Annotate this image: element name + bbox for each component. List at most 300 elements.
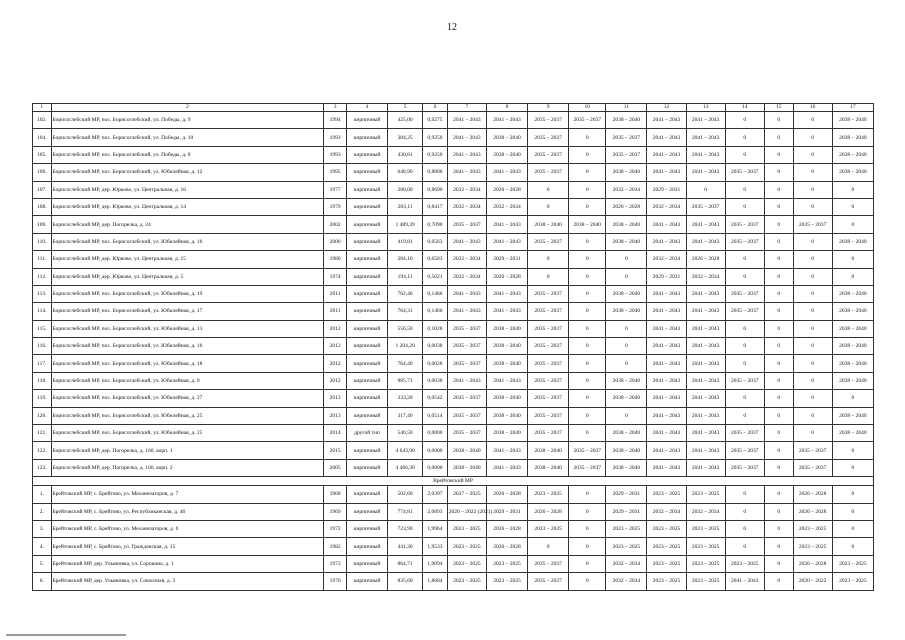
table-cell: 2038 – 2040 xyxy=(606,112,647,129)
header-row xyxy=(33,104,874,112)
table-cell: 0 xyxy=(569,251,606,268)
table-cell: кирпичный xyxy=(346,442,387,459)
table-cell: 2023 – 2025 xyxy=(606,520,647,537)
table-cell: 2035 – 2037 xyxy=(725,164,764,181)
table-cell: 2013 xyxy=(324,390,347,407)
table-cell: 2041 – 2043 xyxy=(686,390,725,407)
table-cell: 0 xyxy=(569,555,606,572)
table-cell: 2035 – 2037 xyxy=(447,355,486,372)
table-cell: 0 xyxy=(832,486,873,503)
table-cell: 2029 – 2031 xyxy=(647,268,686,285)
table-cell: 14 xyxy=(725,104,764,112)
table-cell: 2041 – 2043 xyxy=(647,442,686,459)
table-cell: 0,0514 xyxy=(423,407,448,424)
address-cell: Борисоглебский МР, пос. Борисоглебский, ул. Юбилейная, д. 16 xyxy=(51,233,324,250)
address-cell: Борисоглебский МР, дер. Юрково, ул. Центральная, д. 16 xyxy=(51,181,324,198)
table-cell: 2041 – 2043 xyxy=(447,164,486,181)
table-row xyxy=(33,355,874,372)
table-cell: 0 xyxy=(528,268,569,285)
table-cell: 0 xyxy=(764,164,793,181)
table-cell: 2023 – 2025 xyxy=(486,555,527,572)
table-cell: 2041 – 2043 xyxy=(647,320,686,337)
table-cell: 0 xyxy=(764,216,793,233)
table-cell: 2038 – 2040 xyxy=(832,112,873,129)
table-cell: 2026 – 2028 xyxy=(793,486,832,503)
table-cell: 0 xyxy=(793,320,832,337)
table-cell: 2035 – 2037 xyxy=(528,573,569,590)
table-cell: 2032 – 2034 xyxy=(447,198,486,215)
table-cell: 2023 – 2025 xyxy=(725,555,764,572)
table-cell: 2041 – 2043 xyxy=(686,112,725,129)
table-cell: 2035 – 2037 xyxy=(528,355,569,372)
table-cell: 0 xyxy=(686,181,725,198)
table-cell: 2038 – 2040 xyxy=(606,372,647,389)
table-cell: 2035 – 2037 xyxy=(725,442,764,459)
table-cell: 12 xyxy=(647,104,686,112)
table-cell: 0 xyxy=(793,372,832,389)
table-cell: 2023 – 2025 xyxy=(647,573,686,590)
table-cell: 2041 – 2043 xyxy=(486,164,527,181)
table-row xyxy=(33,251,874,268)
table-cell: 11 xyxy=(606,104,647,112)
table-cell: кирпичный xyxy=(346,198,387,215)
table-cell: 0 xyxy=(528,251,569,268)
table-cell: 2035 – 2037 xyxy=(725,285,764,302)
table-cell: 2041 – 2043 xyxy=(686,372,725,389)
table-cell: 2041 – 2043 xyxy=(647,146,686,163)
table-cell: 2035 – 2037 xyxy=(725,425,764,442)
table-cell: 0 xyxy=(725,129,764,146)
table-cell: 2035 – 2037 xyxy=(725,303,764,320)
table-cell: 2023 – 2025 xyxy=(686,573,725,590)
table-cell: 0 xyxy=(606,407,647,424)
table-cell: 0 xyxy=(764,390,793,407)
row-number-cell: 3. xyxy=(33,520,52,537)
table-cell: 0 xyxy=(569,129,606,146)
table-cell: 2,0893 xyxy=(423,503,448,520)
table-cell: 648,90 xyxy=(388,164,423,181)
table-cell: 723,90 xyxy=(388,520,423,537)
table-cell: 2041 – 2043 xyxy=(686,407,725,424)
table-cell: 2020 – 2022 xyxy=(793,573,832,590)
address-cell: Борисоглебский МР, пос. Борисоглебский, ул. Юбилейная, д. 17 xyxy=(51,303,324,320)
table-cell: 2023 – 2025 xyxy=(832,573,873,590)
address-cell: Борисоглебский МР, дер. Погорелка, д. 24 xyxy=(51,216,324,233)
table-cell: 2038 – 2040 xyxy=(606,216,647,233)
table-cell: 2020 – 2022 (2021) xyxy=(447,503,486,520)
table-cell: кирпичный xyxy=(346,407,387,424)
table-cell: 0 xyxy=(725,407,764,424)
table-cell: 2041 – 2043 xyxy=(647,372,686,389)
row-number-cell: 112. xyxy=(33,268,52,285)
table-cell: 0 xyxy=(793,338,832,355)
table-cell: 2032 – 2034 xyxy=(647,251,686,268)
table-cell: 0,8806 xyxy=(423,164,448,181)
table-cell: кирпичный xyxy=(346,459,387,476)
table-cell: 2023 – 2025 xyxy=(686,538,725,555)
table-cell: 0 xyxy=(764,573,793,590)
table-cell: 0 xyxy=(569,146,606,163)
table-cell: 0 xyxy=(725,338,764,355)
table-cell: 2023 – 2025 xyxy=(447,573,486,590)
table-cell: 2038 – 2040 xyxy=(486,338,527,355)
table-cell: 774,81 xyxy=(388,503,423,520)
table-row xyxy=(33,233,874,250)
table-cell: 0 xyxy=(793,390,832,407)
table-cell: 0 xyxy=(569,303,606,320)
table-cell: 2023 – 2025 xyxy=(447,538,486,555)
table-cell: 0 xyxy=(725,112,764,129)
table-cell: 0 xyxy=(764,233,793,250)
row-number-cell: 102. xyxy=(33,112,52,129)
table-cell: 0 xyxy=(725,520,764,537)
table-cell: 0 xyxy=(528,538,569,555)
table-cell: 0 xyxy=(832,216,873,233)
table-cell: 502,60 xyxy=(388,486,423,503)
row-number-cell: 5. xyxy=(33,555,52,572)
table-cell: 0 xyxy=(793,198,832,215)
table-cell: кирпичный xyxy=(346,164,387,181)
table-cell: 0 xyxy=(764,146,793,163)
table-cell: 2023 – 2025 xyxy=(447,555,486,572)
table-cell: 2038 – 2040 xyxy=(528,442,569,459)
address-cell: Борисоглебский МР, пос. Борисоглебский, ул. Победы, д. 10 xyxy=(51,129,324,146)
table-cell: 2038 – 2040 xyxy=(486,129,527,146)
table-cell: 0 xyxy=(764,268,793,285)
table-cell: 2041 – 2043 xyxy=(686,216,725,233)
table-cell: 2032 – 2034 xyxy=(447,251,486,268)
address-cell: Борисоглебский МР, дер. Погорелка, д. 160, корп. 2 xyxy=(51,459,324,476)
table-row xyxy=(33,538,874,555)
table-row xyxy=(33,112,874,129)
table-cell: 2041 – 2043 xyxy=(686,459,725,476)
table-cell: 3 xyxy=(324,104,347,112)
address-cell: Борисоглебский МР, пос. Борисоглебский, ул. Юбилейная, д. 25 xyxy=(51,407,324,424)
table-cell: 2035 – 2037 xyxy=(528,372,569,389)
table-row xyxy=(33,146,874,163)
row-number-cell: 1 xyxy=(33,104,52,112)
table-cell: кирпичный xyxy=(346,555,387,572)
row-number-cell: 4. xyxy=(33,538,52,555)
table-cell: 2038 – 2040 xyxy=(606,459,647,476)
table-cell: 0 xyxy=(793,112,832,129)
table-cell: 17 xyxy=(832,104,873,112)
table-cell: 0 xyxy=(832,268,873,285)
table-cell: 2041 – 2043 xyxy=(647,390,686,407)
section-row xyxy=(33,477,874,486)
table-cell: 4 xyxy=(346,104,387,112)
table-cell: 0 xyxy=(793,425,832,442)
table-cell: 2002 xyxy=(324,216,347,233)
table-cell: кирпичный xyxy=(346,216,387,233)
table-cell: 0 xyxy=(764,251,793,268)
table-cell: 2023 – 2025 xyxy=(486,573,527,590)
table-cell: 0 xyxy=(793,233,832,250)
table-cell: 0 xyxy=(725,390,764,407)
table-cell: 2035 – 2037 xyxy=(569,442,606,459)
table-cell: 2035 – 2037 xyxy=(793,459,832,476)
table-cell: 2023 – 2025 xyxy=(606,538,647,555)
row-number-cell: 116. xyxy=(33,338,52,355)
table-cell: 0 xyxy=(832,520,873,537)
table-cell: 0 xyxy=(569,390,606,407)
table-cell: 2035 – 2037 xyxy=(606,146,647,163)
table-cell: 556,50 xyxy=(388,320,423,337)
address-cell: Борисоглебский МР, пос. Борисоглебский, ул. Юбилейная, д. 25 xyxy=(51,425,324,442)
table-cell: 0,0000 xyxy=(423,442,448,459)
table-cell: 0 xyxy=(764,555,793,572)
table-cell: 2035 – 2037 xyxy=(569,459,606,476)
table-cell: 0 xyxy=(569,285,606,302)
table-cell: 2032 – 2034 xyxy=(606,555,647,572)
table-cell: 2035 – 2037 xyxy=(528,129,569,146)
table-cell: 835,60 xyxy=(388,573,423,590)
table-cell: 2032 – 2034 xyxy=(447,268,486,285)
table-cell: 2035 – 2037 xyxy=(725,459,764,476)
table-cell: 0 xyxy=(793,407,832,424)
table-cell: 2023 – 2025 xyxy=(647,486,686,503)
table-cell: 0 xyxy=(793,181,832,198)
table-cell: 2041 – 2043 xyxy=(647,233,686,250)
table-cell: 2035 – 2037 xyxy=(528,112,569,129)
row-number-cell: 108. xyxy=(33,198,52,215)
table-cell: кирпичный xyxy=(346,355,387,372)
table-cell: 0 xyxy=(764,303,793,320)
row-number-cell: 114. xyxy=(33,303,52,320)
address-cell: Брейтовский МР, дер. Ульяновка, ул. Совхозная, д. 3 xyxy=(51,573,324,590)
table-cell: 0,0038 xyxy=(423,338,448,355)
table-cell: 0 xyxy=(569,233,606,250)
table-cell: 2038 – 2040 xyxy=(528,216,569,233)
table-cell: 2035 – 2037 xyxy=(447,338,486,355)
table-cell: 0 xyxy=(793,146,832,163)
table-cell: 1993 xyxy=(324,146,347,163)
section-title: Врейтовский МР xyxy=(33,477,874,486)
table-cell: 0 xyxy=(606,268,647,285)
table-cell: 0 xyxy=(764,538,793,555)
table-cell: 2023 – 2025 xyxy=(686,520,725,537)
table-cell: 8 xyxy=(486,104,527,112)
table-cell: 2035 – 2037 xyxy=(447,216,486,233)
table-cell: 2041 – 2043 xyxy=(647,407,686,424)
table-cell: 2038 – 2040 xyxy=(569,216,606,233)
table-cell: 2038 – 2040 xyxy=(832,129,873,146)
table-cell: 0 xyxy=(725,268,764,285)
table-cell: 0 xyxy=(832,442,873,459)
address-cell: Борисоглебский МР, пос. Борисоглебский, ул. Юбилейная, д. 13 xyxy=(51,320,324,337)
table-cell: другой тип xyxy=(346,425,387,442)
table-cell: 6 xyxy=(423,104,448,112)
table-cell: 2012 xyxy=(324,320,347,337)
table-cell: 2000 xyxy=(324,233,347,250)
table-cell: 419,81 xyxy=(388,233,423,250)
table-cell: 2041 – 2043 xyxy=(486,112,527,129)
table-cell: 2012 xyxy=(324,355,347,372)
table-cell: 0 xyxy=(606,338,647,355)
table-cell: 1974 xyxy=(324,268,347,285)
table-cell: 1976 xyxy=(324,573,347,590)
table-cell: 0 xyxy=(569,486,606,503)
table-cell: 0 xyxy=(832,390,873,407)
table-cell: 1993 xyxy=(324,129,347,146)
repair-schedule-table xyxy=(32,103,874,591)
table-cell: 2029 – 2031 xyxy=(606,486,647,503)
table-cell: 2023 – 2025 xyxy=(528,520,569,537)
table-cell: 2041 – 2043 xyxy=(647,129,686,146)
table-cell: 2029 – 2031 xyxy=(606,503,647,520)
table-cell: 2041 – 2043 xyxy=(686,320,725,337)
table-cell: 0 xyxy=(725,320,764,337)
table-cell: 384,25 xyxy=(388,129,423,146)
table-cell: 0 xyxy=(764,338,793,355)
table-cell: 0 xyxy=(832,251,873,268)
row-number-cell: 111. xyxy=(33,251,52,268)
table-cell: 2041 – 2043 xyxy=(686,425,725,442)
row-number-cell: 105. xyxy=(33,146,52,163)
table-cell: 0,0542 xyxy=(423,390,448,407)
table-cell: 283,11 xyxy=(388,198,423,215)
table-cell: 430,81 xyxy=(388,146,423,163)
table-cell: 1982 xyxy=(324,538,347,555)
table-cell: кирпичный xyxy=(346,251,387,268)
table-cell: 2038 – 2040 xyxy=(606,285,647,302)
table-cell: 540,50 xyxy=(388,425,423,442)
table-cell: кирпичный xyxy=(346,372,387,389)
table-cell: 1,8684 xyxy=(423,573,448,590)
table-cell: 2023 – 2025 xyxy=(686,555,725,572)
table-row xyxy=(33,303,874,320)
table-cell: 0 xyxy=(569,425,606,442)
table-cell: 2041 – 2043 xyxy=(486,459,527,476)
table-cell: 4 643,90 xyxy=(388,442,423,459)
address-cell: Брейтовский МР, с. Брейтово, ул. Гражданская, д. 15 xyxy=(51,538,324,555)
table-cell: 2035 – 2037 xyxy=(528,320,569,337)
table-cell: 0 xyxy=(606,355,647,372)
table-row xyxy=(33,425,874,442)
table-cell: 1 489,39 xyxy=(388,216,423,233)
table-cell: 2035 – 2037 xyxy=(447,390,486,407)
table-cell: 0 xyxy=(725,198,764,215)
address-cell: Брейтовский МР, с. Брейтово, ул. Механизаторов, д. 6 xyxy=(51,520,324,537)
table-cell: 2041 – 2043 xyxy=(447,372,486,389)
table-cell: 2035 – 2037 xyxy=(528,425,569,442)
table-cell: 2041 – 2043 xyxy=(486,285,527,302)
table-cell: 764,40 xyxy=(388,355,423,372)
table-cell: 2026 – 2028 xyxy=(486,181,527,198)
row-number-cell: 106. xyxy=(33,164,52,181)
table-cell: 1973 xyxy=(324,555,347,572)
table-cell: 2038 – 2040 xyxy=(606,233,647,250)
table-cell: 2038 – 2040 xyxy=(447,459,486,476)
table-cell: 4 466,30 xyxy=(388,459,423,476)
table-cell: 1972 xyxy=(324,520,347,537)
table-cell: 2026 – 2028 xyxy=(486,486,527,503)
table-cell: 2038 – 2040 xyxy=(832,146,873,163)
table-cell: 2037 – 2025 xyxy=(447,486,486,503)
table-cell: кирпичный xyxy=(346,233,387,250)
table-cell: 2035 – 2037 xyxy=(793,442,832,459)
table-cell: 0 xyxy=(725,146,764,163)
table-cell: 2041 – 2043 xyxy=(447,285,486,302)
table-cell: 0 xyxy=(832,459,873,476)
table-cell: 2038 – 2040 xyxy=(832,303,873,320)
table-cell: 1994 xyxy=(324,112,347,129)
table-cell: 2035 – 2037 xyxy=(606,129,647,146)
table-cell: кирпичный xyxy=(346,338,387,355)
table-cell: 2026 – 2028 xyxy=(486,538,527,555)
table-cell: 2035 – 2037 xyxy=(528,164,569,181)
table-cell: 2038 – 2040 xyxy=(832,372,873,389)
table-cell: кирпичный xyxy=(346,320,387,337)
table-cell: 764,31 xyxy=(388,303,423,320)
table-cell: 0 xyxy=(764,112,793,129)
table-cell: 2041 – 2043 xyxy=(486,303,527,320)
table-cell: 2038 – 2040 xyxy=(528,459,569,476)
table-cell: 2023 – 2025 xyxy=(686,486,725,503)
row-number-cell: 122. xyxy=(33,442,52,459)
table-cell: 0 xyxy=(569,320,606,337)
address-cell: Борисоглебский МР, пос. Борисоглебский, ул. Юбилейная, д. 19 xyxy=(51,285,324,302)
table-cell: кирпичный xyxy=(346,181,387,198)
table-row xyxy=(33,320,874,337)
table-cell: кирпичный xyxy=(346,112,387,129)
table-row xyxy=(33,164,874,181)
table-cell: кирпичный xyxy=(346,129,387,146)
table-cell: 2029 – 2031 xyxy=(486,503,527,520)
table-cell: 0 xyxy=(764,181,793,198)
table-cell: 10 xyxy=(569,104,606,112)
address-cell: Борисоглебский МР, пос. Борисоглебский, ул. Юбилейная, д. 16 xyxy=(51,338,324,355)
table-cell: 0 xyxy=(764,320,793,337)
address-cell: Борисоглебский МР, пос. Борисоглебский, ул. Юбилейная, д. 12 xyxy=(51,164,324,181)
table-cell: 2023 – 2025 xyxy=(647,555,686,572)
table-cell: 0 xyxy=(764,520,793,537)
table-cell: 425,00 xyxy=(388,112,423,129)
table-cell: 0,1466 xyxy=(423,303,448,320)
table-cell: 0 xyxy=(725,538,764,555)
table-cell: 1969 xyxy=(324,503,347,520)
table-cell: 0 xyxy=(569,164,606,181)
table-row xyxy=(33,407,874,424)
row-number-cell: 6. xyxy=(33,573,52,590)
table-cell: 0 xyxy=(764,503,793,520)
row-number-cell: 121. xyxy=(33,425,52,442)
table-cell: 0 xyxy=(832,198,873,215)
table-cell: 0 xyxy=(764,129,793,146)
table-cell: 2029 – 2031 xyxy=(486,251,527,268)
address-cell: Борисоглебский МР, дер. Юрково, ул. Центральная, д. 14 xyxy=(51,198,324,215)
table-cell: 2012 xyxy=(324,338,347,355)
table-cell: 2023 – 2025 xyxy=(793,538,832,555)
table-cell: 2035 – 2037 xyxy=(528,555,569,572)
table-cell: 2011 xyxy=(324,285,347,302)
row-number-cell: 1. xyxy=(33,486,52,503)
table-cell: 9 xyxy=(528,104,569,112)
table-cell: 2041 – 2043 xyxy=(486,372,527,389)
table-cell: 1,9094 xyxy=(423,555,448,572)
table-cell: 2041 – 2043 xyxy=(725,573,764,590)
table-cell: 0 xyxy=(764,285,793,302)
table-cell: кирпичный xyxy=(346,538,387,555)
table-cell: 2035 – 2037 xyxy=(725,216,764,233)
table-cell: 2026 – 2028 xyxy=(793,555,832,572)
table-cell: 2041 – 2043 xyxy=(686,303,725,320)
table-cell: 2035 – 2037 xyxy=(447,320,486,337)
table-cell: 0 xyxy=(725,486,764,503)
table-cell: 2026 – 2028 xyxy=(606,198,647,215)
table-row xyxy=(33,390,874,407)
table-cell: 0 xyxy=(528,181,569,198)
